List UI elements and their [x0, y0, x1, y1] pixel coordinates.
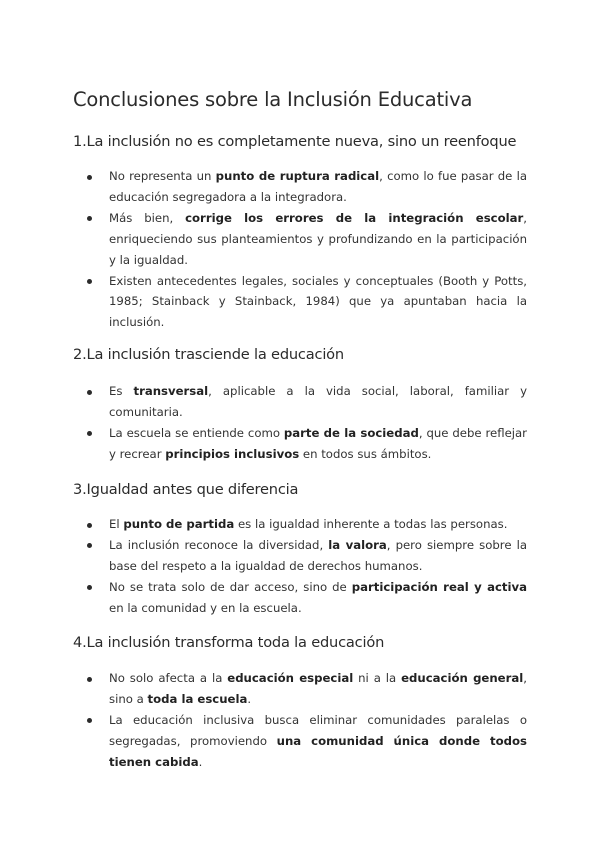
bullet-icon — [87, 216, 92, 221]
list-item: Más bien, corrige los errores de la integración escolar, enriqueciendo sus planteamientos y profundizando en la participación y la igualdad. — [73, 208, 527, 271]
bullet-icon — [87, 390, 92, 395]
list-item: No se trata solo de dar acceso, sino de participación real y activa en la comunidad y en la escuela. — [73, 577, 527, 619]
bullet-icon — [87, 585, 92, 590]
list-item: La inclusión reconoce la diversidad, la valora, pero siempre sobre la base del respeto a la igualdad de derechos humanos. — [73, 535, 527, 577]
bullet-icon — [87, 431, 92, 436]
bullet-icon — [87, 279, 92, 284]
bullet-icon — [87, 523, 92, 528]
bullet-icon — [87, 175, 92, 180]
bullet-icon — [87, 718, 92, 723]
page-title: Conclusiones sobre la Inclusión Educativa — [73, 88, 473, 111]
bullet-icon — [87, 677, 92, 682]
section-4-list — [73, 668, 527, 773]
section-1-list — [73, 166, 527, 333]
section-3-list — [73, 514, 527, 619]
section-2-list — [73, 381, 527, 465]
list-item: No solo afecta a la educación especial ni a la educación general, sino a toda la escuela. — [73, 668, 527, 710]
section-heading-3: 3.Igualdad antes que diferencia — [73, 481, 299, 498]
list-item: La educación inclusiva busca eliminar comunidades paralelas o segregadas, promoviendo una comunidad única donde todos tienen cabida. — [73, 710, 527, 773]
bullet-icon — [87, 543, 92, 548]
section-heading-2: 2.La inclusión trasciende la educación — [73, 346, 344, 363]
list-item: Es transversal, aplicable a la vida social, laboral, familiar y comunitaria. — [73, 381, 527, 423]
section-heading-4: 4.La inclusión transforma toda la educación — [73, 634, 385, 651]
list-item: El punto de partida es la igualdad inherente a todas las personas. — [73, 514, 527, 535]
list-item: No representa un punto de ruptura radical, como lo fue pasar de la educación segregadora a la integradora. — [73, 166, 527, 208]
section-heading-1: 1.La inclusión no es completamente nueva, sino un reenfoque — [73, 133, 517, 150]
list-item: Existen antecedentes legales, sociales y conceptuales (Booth y Potts, 1985; Stainback y Stainback, 1984) que ya apuntaban hacia la inclusión. — [73, 271, 527, 334]
list-item: La escuela se entiende como parte de la sociedad, que debe reflejar y recrear principios inclusivos en todos sus ámbitos. — [73, 423, 527, 465]
